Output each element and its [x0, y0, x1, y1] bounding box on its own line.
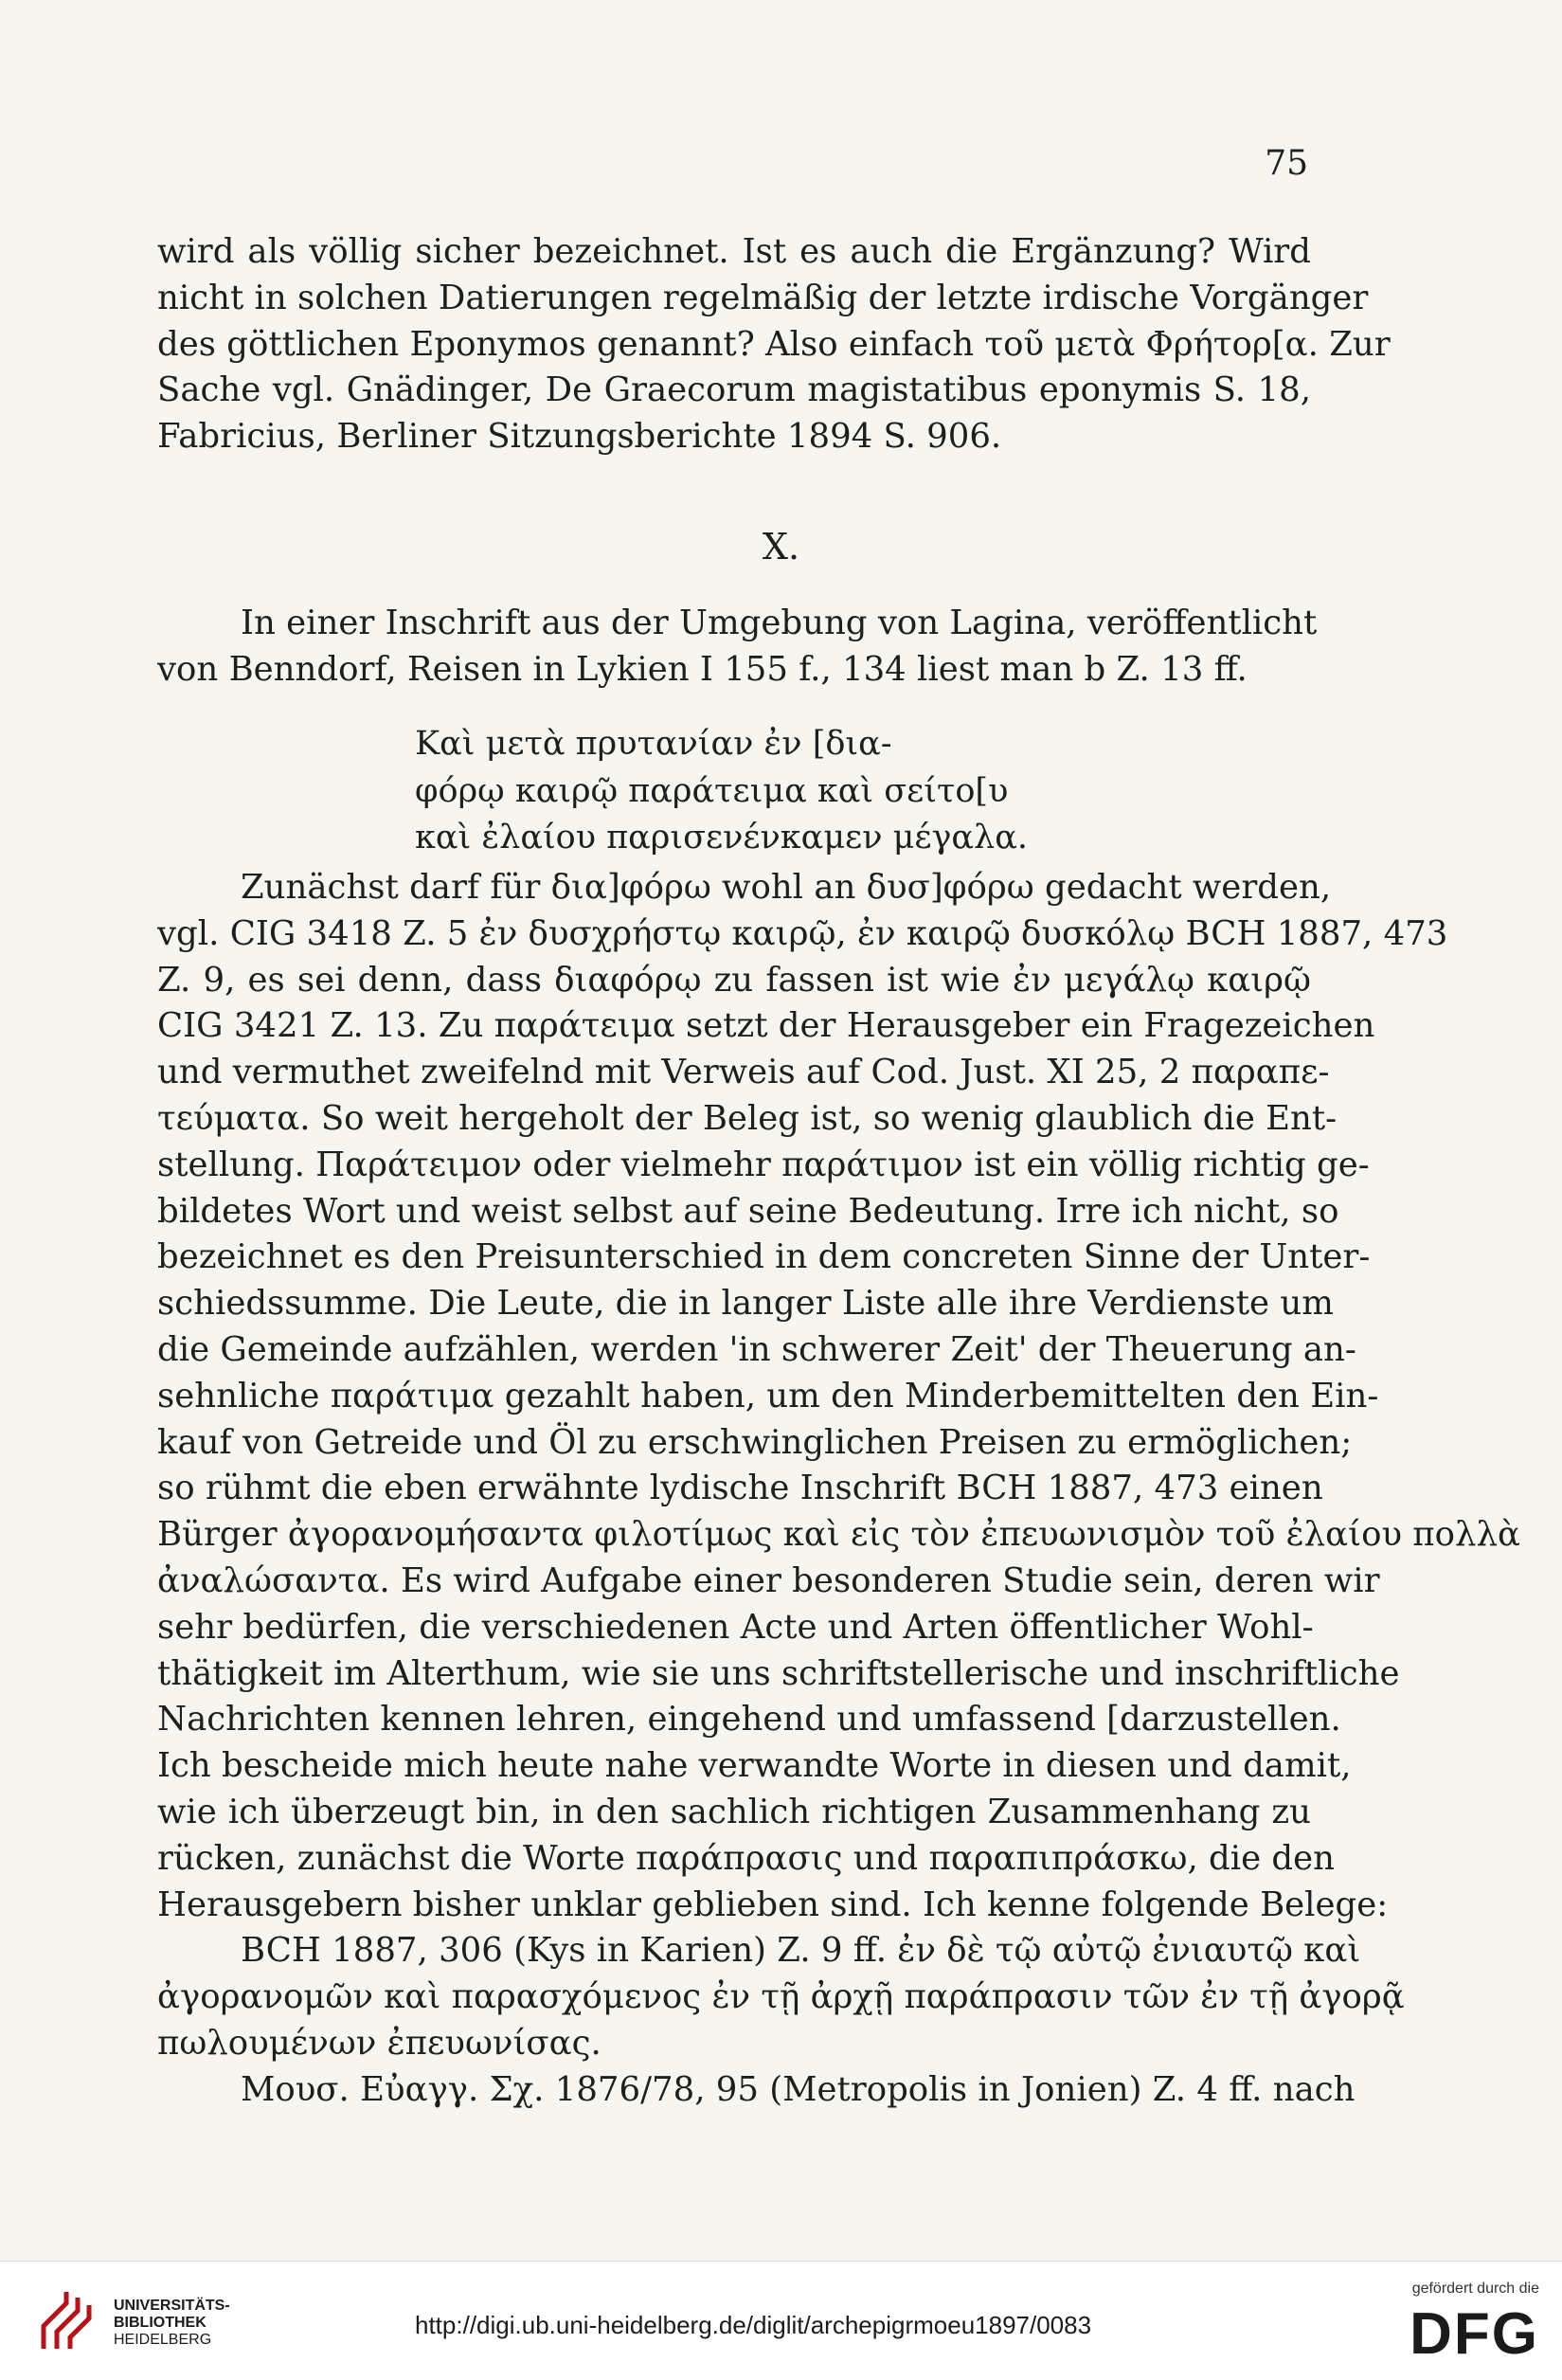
text-line: Sache vgl. Gnädinger, De Graecorum magistatibus eponymis S. 18, [157, 370, 1311, 410]
text-line: vgl. CIG 3418 Z. 5 ἐν δυσχρήστῳ καιρῷ, ἐν καιρῷ δυσκόλῳ BCH 1887, 473 [157, 913, 1448, 953]
text-line: In einer Inschrift aus der Umgebung von Lagina, veröffentlicht [241, 604, 1318, 642]
text-line: Ich bescheide mich heute nahe verwandte Worte in diesen und damit, [157, 1746, 1352, 1786]
inscription-line: φόρῳ καιρῷ παράτειμα καὶ σείτο[υ [415, 771, 1009, 810]
greek-inscription [415, 721, 1028, 862]
library-logo-icon [38, 2288, 100, 2354]
text-line: wie ich überzeugt bin, in den sachlich richtigen Zusammenhang zu [157, 1792, 1311, 1831]
paragraph-3 [157, 865, 1520, 2114]
section-heading: X. [762, 526, 800, 568]
text-line: CIG 3421 Z. 13. Zu παράτειμα setzt der Herausgeber ein Fragezeichen [157, 1006, 1375, 1046]
text-line: sehnliche παράτιμα gezahlt haben, um den Minderbemittelten den Ein- [157, 1376, 1379, 1415]
dfg-logo: DFG [1409, 2301, 1539, 2367]
text-line: πωλουμένων ἐπευωνίσας. [157, 2023, 601, 2063]
text-line: sehr bedürfen, die verschiedenen Acte und Arten öffentlicher Wohl- [157, 1607, 1314, 1647]
library-name: UNIVERSITÄTS- BIBLIOTHEK HEIDELBERG [114, 2298, 230, 2348]
inscription-line: καὶ ἐλαίου παρισενένκαμεν μέγαλα. [415, 819, 1028, 856]
text-line: so rühmt die eben erwähnte lydische Inschrift BCH 1887, 473 einen [157, 1469, 1323, 1508]
page-number: 75 [1265, 144, 1308, 183]
text-line: ἀναλώσαντα. Es wird Aufgabe einer besonderen Studie sein, deren wir [157, 1560, 1380, 1600]
funding-label: gefördert durch die [1411, 2281, 1539, 2297]
text-line: bezeichnet es den Preisunterschied in dem concreten Sinne der Unter- [157, 1237, 1371, 1277]
paragraph-1 [157, 229, 1391, 460]
text-line: rücken, zunächst die Worte παράπρασις und παραπιπράσκω, die den [157, 1838, 1335, 1878]
text-line: und vermuthet zweifelnd mit Verweis auf Cod. Just. XI 25, 2 παραπε- [157, 1053, 1330, 1092]
text-line: stellung. Παράτειμον oder vielmehr παράτιμον ist ein völlig richtig ge- [157, 1145, 1370, 1184]
text-line: schiedssumme. Die Leute, die in langer Liste alle ihre Verdienste um [157, 1284, 1334, 1324]
text-line: τεύματα. So weit hergeholt der Beleg ist, so wenig glaublich die Ent- [157, 1098, 1338, 1138]
text-line: nicht in solchen Datierungen regelmäßig der letzte irdische Vorgänger [157, 278, 1369, 317]
text-line: Bürger ἀγορανομήσαντα φιλοτίμως καὶ εἰς τὸν ἐπευωνισμὸν τοῦ ἐλαίου πολλὰ [157, 1515, 1520, 1555]
text-line: Μουσ. Εὐαγγ. Σχ. 1876/78, 95 (Metropolis in Jonien) Z. 4 ff. nach [241, 2069, 1356, 2109]
text-line: bildetes Wort und weist selbst auf seine Bedeutung. Irre ich nicht, so [157, 1191, 1339, 1231]
inscription-line: Καὶ μετὰ πρυτανίαν ἐν [δια- [415, 725, 892, 763]
paragraph-2 [157, 601, 1318, 694]
text-line: die Gemeinde aufzählen, werden 'in schwerer Zeit' der Theuerung an- [157, 1329, 1356, 1369]
text-line: des göttlichen Eponymos genannt? Also einfach τοῦ μετὰ Φρήτορ[α. Zur [157, 324, 1391, 364]
text-line: wird als völlig sicher bezeichnet. Ist es auch die Ergänzung? Wird [157, 232, 1311, 271]
footer-bar [0, 2261, 1562, 2380]
text-line: ἀγορανομῶν καὶ παρασχόμενος ἐν τῇ ἀρχῇ παράπρασιν τῶν ἐν τῇ ἀγορᾷ [157, 1977, 1405, 2017]
text-line: Z. 9, es sei denn, dass διαφόρῳ zu fassen ist wie ἐν μεγάλῳ καιρῷ [157, 960, 1311, 1000]
text-line: Zunächst darf für δια]φόρω wohl an δυσ]φόρω gedacht werden, [241, 868, 1332, 907]
text-line: Fabricius, Berliner Sitzungsberichte 1894 S. 906. [157, 417, 1002, 457]
text-line: von Benndorf, Reisen in Lykien I 155 f., 134 liest man b Z. 13 ff. [157, 649, 1248, 689]
text-line: Herausgebern bisher unklar geblieben sind. Ich kenne folgende Belege: [157, 1884, 1389, 1924]
source-url-link[interactable]: http://digi.ub.uni-heidelberg.de/diglit/archepigrmoeu1897/0083 [415, 2311, 1092, 2339]
text-line: Nachrichten kennen lehren, eingehend und umfassend [darzustellen. [157, 1700, 1341, 1740]
text-line: BCH 1887, 306 (Kys in Karien) Z. 9 ff. ἐν δὲ τῷ αὐτῷ ἐνιαυτῷ καὶ [241, 1931, 1361, 1971]
text-line: kauf von Getreide und Öl zu erschwinglichen Preisen zu ermöglichen; [157, 1422, 1353, 1462]
text-line: thätigkeit im Alterthum, wie sie uns schriftstellerische und inschriftliche [157, 1653, 1400, 1693]
